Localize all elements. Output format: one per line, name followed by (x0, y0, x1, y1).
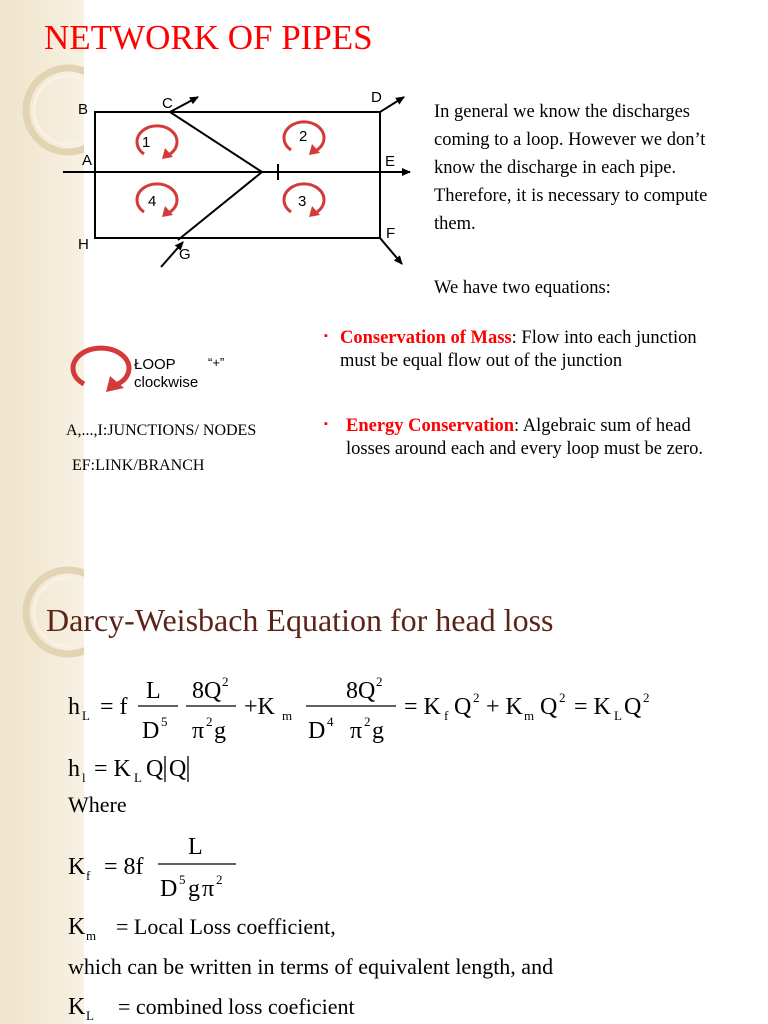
intro-paragraph: In general we know the discharges coming to a loop. However we don’t know the discharge in each pipe. Therefore, it is necessary to compute them. (434, 102, 708, 234)
svg-text:D: D (160, 876, 178, 902)
svg-text:h: h (68, 756, 80, 782)
node-label-f: F (386, 225, 396, 242)
svg-text:2: 2 (559, 690, 566, 705)
where-label: Where (68, 792, 127, 817)
svg-text:= f: = f (100, 694, 128, 720)
kl-symbol (64, 990, 124, 1024)
svg-text:L: L (188, 834, 203, 860)
bullet-body: : Algebraic sum of head losses around each and every loop must be zero. (346, 416, 704, 459)
svg-text:5: 5 (161, 714, 168, 729)
kl-definition: = combined loss coeficient (118, 994, 355, 1019)
svg-text:Q: Q (624, 694, 642, 720)
bullet-heading: Energy Conservation (346, 416, 515, 436)
svg-text:K: K (68, 914, 86, 940)
svg-text:2: 2 (222, 674, 229, 689)
loop-number-3: 3 (298, 193, 307, 210)
svg-text:L: L (134, 770, 142, 785)
svg-text:2: 2 (473, 690, 480, 705)
svg-text:+ K: + K (486, 694, 523, 720)
svg-text:g: g (188, 876, 200, 902)
loop-legend-plus: “+” (208, 355, 225, 370)
svg-text:+K: +K (244, 694, 275, 720)
svg-text:= K: = K (574, 694, 611, 720)
bullet-text (346, 415, 714, 461)
slide-title: NETWORK OF PIPES (44, 18, 373, 57)
loop-outline (95, 112, 380, 238)
svg-text:D: D (142, 718, 160, 744)
svg-text:= K: = K (404, 694, 441, 720)
svg-text:f: f (86, 868, 91, 883)
loop-4-icon (137, 184, 177, 217)
bullet-marker: ▪ (324, 330, 328, 342)
loop-legend (134, 355, 225, 392)
svg-text:π: π (192, 718, 205, 744)
loop-legend-clockwise: clockwise (134, 374, 199, 391)
bullet-conservation-of-mass (324, 327, 714, 373)
node-label-h: H (78, 236, 89, 253)
node-label-d: D (371, 89, 382, 106)
svg-text:m: m (282, 708, 293, 723)
svg-text:8Q: 8Q (346, 678, 376, 704)
svg-text:f: f (444, 708, 449, 723)
svg-text:2: 2 (216, 872, 223, 887)
svg-text:Q: Q (146, 756, 164, 782)
km-symbol (64, 910, 124, 944)
svg-text:m: m (86, 928, 97, 943)
node-label-b: B (78, 101, 89, 118)
slide-title: Darcy-Weisbach Equation for head loss (46, 602, 554, 638)
km-definition: = Local Loss coefficient, (116, 914, 336, 939)
bullet-body: : Flow into each junction must be equal flow out of the junction (340, 328, 697, 371)
svg-text:L: L (86, 1008, 94, 1023)
svg-text:L: L (614, 708, 622, 723)
svg-text:K: K (68, 994, 86, 1020)
outflow-d (380, 97, 404, 112)
svg-text:2: 2 (643, 690, 650, 705)
node-label-e: E (385, 153, 396, 170)
bullet-heading: Conservation of Mass (340, 328, 512, 348)
slide-darcy-weisbach (0, 512, 768, 1024)
svg-text:L: L (146, 678, 161, 704)
svg-text:D: D (308, 718, 326, 744)
svg-text:2: 2 (376, 674, 383, 689)
svg-text:Q: Q (540, 694, 558, 720)
svg-text:h: h (68, 694, 80, 720)
svg-text:g: g (372, 718, 384, 744)
svg-text:4: 4 (327, 714, 334, 729)
svg-text:Q: Q (454, 694, 472, 720)
equivalent-length-line: which can be written in terms of equivalent length, and (68, 954, 554, 979)
loop-number-2: 2 (299, 128, 308, 145)
link-definition: EF:LINK/BRANCH (72, 457, 205, 474)
node-label-c: C (162, 95, 173, 112)
loop-legend-title: ŁOOP (134, 356, 176, 373)
loop-number-1: 1 (142, 134, 151, 151)
svg-text:Q: Q (169, 756, 187, 782)
junctions-definition: A,...,I:JUNCTIONS/ NODES (66, 422, 257, 439)
darcy-weisbach-equation (64, 658, 744, 748)
svg-text:= K: = K (94, 756, 131, 782)
bullet-energy-conservation (324, 415, 714, 461)
pipe-network-diagram (58, 84, 418, 284)
kf-equation (64, 828, 324, 908)
two-equations-text: We have two equations: (434, 278, 611, 298)
svg-text:π: π (202, 876, 215, 902)
pipe-cig (170, 112, 262, 240)
head-loss-short-equation (64, 748, 284, 788)
outflow-c (170, 97, 198, 112)
node-label-a: A (82, 152, 93, 169)
svg-text:2: 2 (206, 714, 213, 729)
svg-text:l: l (82, 770, 86, 785)
loop-number-4: 4 (148, 193, 157, 210)
bullet-marker: ▪ (324, 418, 328, 430)
svg-text:π: π (350, 718, 363, 744)
svg-text:8Q: 8Q (192, 678, 222, 704)
svg-text:K: K (68, 854, 86, 880)
bullet-text (340, 327, 714, 373)
svg-text:g: g (214, 718, 226, 744)
svg-text:2: 2 (364, 714, 371, 729)
svg-text:5: 5 (179, 872, 186, 887)
svg-text:= 8f: = 8f (104, 854, 144, 880)
node-label-g: G (179, 246, 191, 263)
svg-text:m: m (524, 708, 535, 723)
clockwise-loop-icon (58, 336, 138, 396)
svg-text:L: L (82, 708, 90, 723)
